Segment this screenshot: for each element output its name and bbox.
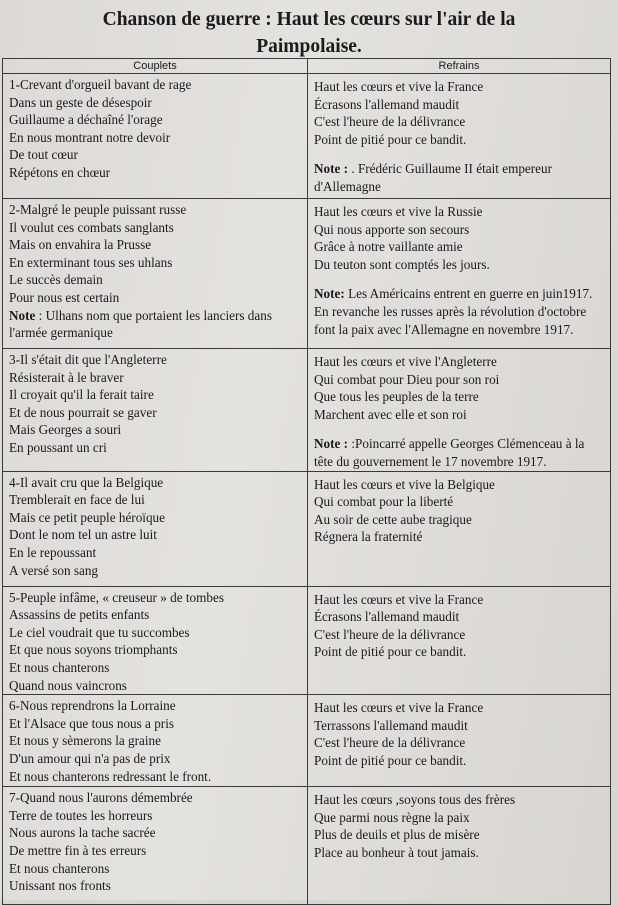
couplet-line: Et nous chanterons [9, 659, 110, 675]
couplet-line: Terre de toutes les horreurs [9, 807, 153, 823]
song-table [2, 58, 611, 905]
document-title [0, 6, 618, 60]
refrain-line: Régnera la fraternité [314, 529, 423, 545]
couplet-cell [3, 586, 308, 695]
couplet-line: D'un amour qui n'a pas de prix [9, 750, 171, 766]
couplet-line: Pour nous est certain [9, 289, 120, 305]
refrain-cell [308, 695, 611, 787]
refrain-line: Haut les cœurs et vive la Russie [314, 204, 483, 219]
note-label: Note : [314, 436, 352, 452]
couplet-line: 1-Crevant d'orgueil bavant de rage [9, 77, 192, 92]
couplet-line: Résisterait à le braver [9, 369, 124, 385]
refrain-line: C'est l'heure de la délivrance [314, 735, 466, 751]
title-line-2: Paimpolaise. [256, 36, 362, 57]
couplet-line: Et nous chanterons [9, 860, 110, 876]
note-text: : Ulhans nom que portaient les lanciers dans l'armée germanique [9, 307, 272, 341]
table-row [3, 74, 611, 199]
refrains-header: Refrains [308, 59, 611, 74]
table-row [3, 471, 611, 586]
refrain-note [314, 285, 606, 338]
refrain-line: C'est l'heure de la délivrance [314, 114, 466, 130]
couplet-line: Nous aurons la tache sacrée [9, 825, 156, 841]
refrain-line: Point de pitié pour ce bandit. [314, 752, 467, 768]
couplet-line: 6-Nous reprendrons la Lorraine [9, 698, 176, 714]
couplet-line: 2-Malgré le peuple puissant russe [9, 202, 187, 217]
couplet-line: Dont le nom tel un astre luit [9, 527, 157, 543]
couplet-line: En nous montrant notre devoir [9, 129, 171, 145]
refrain-line: Haut les cœurs et vive la France [314, 591, 484, 607]
couplet-line: 5-Peuple infâme, « creuseur » de tombes [9, 589, 224, 605]
couplet-line: De tout cœur [9, 147, 78, 163]
refrain-line: Marchent avec elle et son roi [314, 406, 467, 422]
couplet-cell [3, 74, 308, 199]
couplet-line: Et nous chanterons redressant le front. [9, 768, 212, 784]
table-header-row [3, 59, 611, 74]
refrain-line: Haut les cœurs et vive la France [314, 79, 484, 94]
couplet-line: Le succès demain [9, 272, 103, 288]
refrain-note [314, 160, 606, 195]
refrain-line: Qui combat pour la liberté [314, 494, 454, 510]
refrain-line: Terrassons l'allemand maudit [314, 717, 468, 733]
refrain-line: Du teuton sont comptés les jours. [314, 256, 490, 272]
couplet-line: Et nous y sèmerons la graine [9, 733, 161, 749]
refrain-line: Qui nous apporte son secours [314, 221, 470, 237]
refrain-note [314, 435, 606, 470]
refrain-cell [308, 199, 611, 349]
couplet-line: En poussant un cri [9, 439, 107, 455]
refrain-cell [308, 787, 611, 905]
couplet-line: Tremblerait en face de lui [9, 492, 145, 508]
title-line-1: Chanson de guerre : Haut les cœurs sur l'air de la [102, 9, 516, 30]
couplet-cell [3, 695, 308, 787]
refrain-line: Plus de deuils et plus de misère [314, 827, 480, 843]
couplet-line: A versé son sang [9, 562, 99, 578]
couplet-line: 7-Quand nous l'aurons démembrée [9, 790, 193, 806]
couplet-line: Le ciel voudrait que tu succombes [9, 624, 190, 640]
refrain-line: Place au bonheur à tout jamais. [314, 844, 479, 860]
couplet-line: En exterminant tous ses uhlans [9, 254, 173, 270]
refrain-line: Point de pitié pour ce bandit. [314, 131, 467, 147]
note-text: . Frédéric Guillaume II était empereur d'Allemagne [314, 161, 553, 194]
table-row [3, 349, 611, 472]
note-label: Note : [314, 161, 352, 177]
refrain-line: Grâce à notre vaillante amie [314, 239, 463, 255]
couplet-line: Dans un geste de désespoir [9, 94, 152, 110]
refrain-line: Que parmi nous règne la paix [314, 809, 470, 825]
couplet-line: Mais on envahira la Prusse [9, 237, 152, 253]
couplet-line: Il croyait qu'il la ferait taire [9, 387, 154, 403]
refrain-line: Que tous les peuples de la terre [314, 389, 479, 405]
note-text: Les Américains entrent en guerre en juin1917. En revanche les russes après la révolution d'octobre font la paix avec l'Allemagne en novembre 1917. [314, 286, 593, 337]
couplet-line: Assassins de petits enfants [9, 607, 150, 623]
couplet-line: Quand nous vaincrons [9, 677, 127, 693]
couplet-line: Et de nous pourrait se gaver [9, 404, 157, 420]
refrain-line: Haut les cœurs ,soyons tous des frères [314, 792, 516, 808]
refrain-line: Haut les cœurs et vive la Belgique [314, 476, 495, 492]
couplet-line: 3-Il s'était dit que l'Angleterre [9, 352, 167, 367]
couplet-cell [3, 471, 308, 586]
couplet-line: En le repoussant [9, 544, 97, 560]
couplet-line: Guillaume a déchaîné l'orage [9, 112, 163, 128]
couplet-line: Mais Georges a souri [9, 422, 122, 438]
couplets-header: Couplets [3, 59, 308, 74]
couplet-line: Il voulut ces combats sanglants [9, 219, 174, 235]
refrain-line: Au soir de cette aube tragique [314, 511, 472, 527]
couplet-line: Et l'Alsace que tous nous a pris [9, 715, 174, 731]
couplet-line: Et que nous soyons triomphants [9, 642, 178, 658]
refrain-line: C'est l'heure de la délivrance [314, 626, 466, 642]
couplet-cell [3, 349, 308, 472]
table-row [3, 695, 611, 787]
couplet-line: Unissant nos fronts [9, 878, 111, 894]
couplet-line: 4-Il avait cru que la Belgique [9, 474, 164, 490]
refrain-cell [308, 586, 611, 695]
note-label: Note: [314, 286, 349, 302]
couplet-line: Mais ce petit peuple héroïque [9, 509, 165, 525]
couplet-cell [3, 199, 308, 349]
couplet-line: De mettre fin à tes erreurs [9, 842, 147, 858]
table-row [3, 787, 611, 905]
refrain-cell [308, 349, 611, 472]
refrain-line: Point de pitié pour ce bandit. [314, 644, 467, 660]
refrain-cell [308, 74, 611, 199]
refrain-line: Haut les cœurs et vive l'Angleterre [314, 354, 497, 369]
couplet-line: Répétons en chœur [9, 164, 111, 180]
table-row [3, 199, 611, 349]
refrain-line: Écrasons l'allemand maudit [314, 96, 460, 112]
couplet-note [9, 307, 304, 342]
table-row [3, 586, 611, 695]
refrain-line: Haut les cœurs et vive la France [314, 700, 484, 716]
refrain-cell [308, 471, 611, 586]
refrain-line: Qui combat pour Dieu pour son roi [314, 371, 500, 387]
couplet-cell [3, 787, 308, 905]
refrain-line: Écrasons l'allemand maudit [314, 609, 460, 625]
note-text: :Poincarré appelle Georges Clémenceau à la tête du gouvernement le 17 novembre 1917. [314, 436, 585, 469]
note-label: Note [9, 307, 36, 323]
